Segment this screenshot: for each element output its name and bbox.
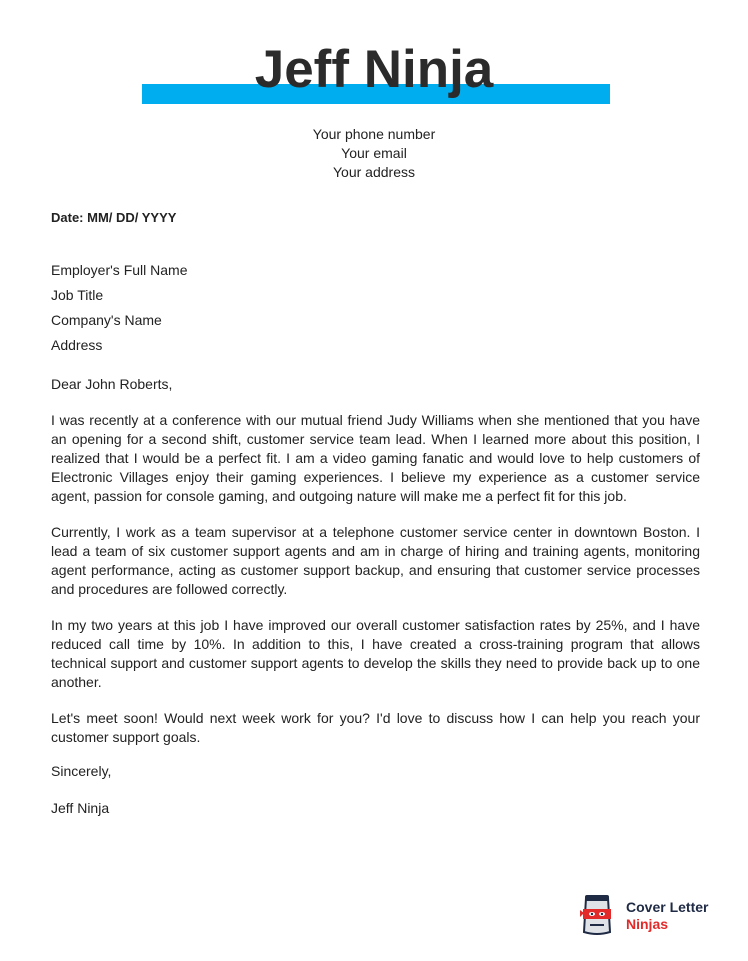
- signature: Jeff Ninja: [51, 800, 110, 816]
- letter-date: Date: MM/ DD/ YYYY: [51, 210, 177, 225]
- employer-full-name: Employer's Full Name: [51, 262, 188, 278]
- logo-line-ninjas: Ninjas: [626, 916, 669, 932]
- employer-address: Address: [51, 337, 103, 353]
- applicant-name: Jeff Ninja: [254, 40, 494, 99]
- employer-block: [51, 258, 188, 358]
- signoff-block: [51, 762, 111, 836]
- phone-text: Your phone number: [312, 126, 436, 142]
- cover-letter-ninjas-logo: [576, 892, 726, 938]
- address-text: Your address: [333, 164, 415, 180]
- email-text: Your email: [341, 145, 407, 161]
- salutation: Dear John Roberts,: [51, 376, 173, 392]
- letter-body: [51, 375, 700, 764]
- paragraph: I was recently at a conference with our mutual friend Judy Williams when she mentioned that you have an opening for a second shift, customer service team lead. When I learned more about this position, I realized that I would be a perfect fit. I am a video gaming fanatic and would love to help customers of Electronic Villages enjoy their gaming experiences. I believe my experience as a customer service agent, passion for console gaming, and outgoing nature will make me a perfect fit for this job.: [51, 412, 700, 504]
- paragraph: Currently, I work as a team supervisor at a telephone customer service center in downtown Boston. I lead a team of six customer support agents and am in charge of hiring and training agents, monitoring agent performance, acting as customer support backup, and ensuring that customer service processes and procedures are followed correctly.: [51, 524, 700, 597]
- ninja-mascot-icon: [576, 892, 618, 938]
- employer-job-title: Job Title: [51, 287, 104, 303]
- contact-block: [0, 125, 748, 182]
- paragraph: Let's meet soon! Would next week work for you? I'd love to discuss how I can help you reach your customer support goals.: [51, 710, 700, 745]
- logo-line-cover-letter: Cover Letter: [626, 899, 709, 915]
- paragraph: In my two years at this job I have improved our overall customer satisfaction rates by 25%, and I have reduced call time by 10%. In addition to this, I have created a cross-training program that allows technical support and customer support agents to develop the skills they need to provide back up to one another.: [51, 617, 700, 690]
- employer-company: Company's Name: [51, 312, 162, 328]
- closing: Sincerely,: [51, 763, 112, 779]
